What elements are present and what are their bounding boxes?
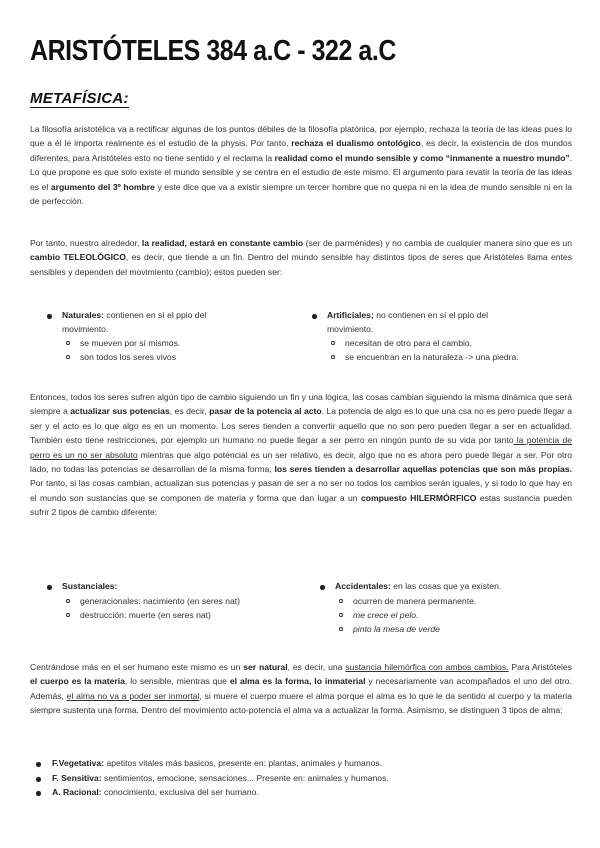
sub-item: son todos los seres vivos (80, 352, 177, 362)
bold-text: argumento del 3º hombre (50, 181, 155, 192)
bullet-icon (320, 585, 325, 590)
list-item-continuation: movimiento. (327, 324, 374, 334)
list-item-continuation: movimiento. (62, 324, 109, 334)
circle-bullet-icon (66, 613, 70, 617)
text: . Lo que propone es que solo existe el mundo sensible y se centra en el estudio de este mismo. El argumento para revatir la teoría de las ideas es el (30, 152, 573, 192)
text: (ser de parménides) y no cambia de cualquier manera sino que es un (303, 238, 572, 248)
sub-item: ocurren de manera permanente. (353, 596, 477, 606)
text: , es decir, la existencia de dos mundos diferentes, para Aristóteles esto no tiene sentido y el reclama la (30, 138, 572, 163)
section-heading-text: METAFÍSICA: (30, 90, 129, 107)
sub-item: se encuentran en la naturaleza -> una piedra. (345, 352, 519, 362)
bold-text: realidad como el mundo sensible y como “inmanente a nuestro mundo” (274, 152, 570, 163)
circle-bullet-icon (339, 613, 343, 617)
bullet-icon (47, 585, 52, 590)
sub-item: necesitan de otro para el cambio. (345, 338, 473, 348)
list-item-accidentales: Accidentales: en las cosas que ya existen. (335, 581, 502, 591)
paragraph-potency: Entonces, todos los seres sufren algún tipo de cambio siguiendo un fin y una lógica, las cosas cambian siguiendo la misma dinámica que será siempre a actualizar sus potencias, es decir, pasar de la potencia al acto. La potencia de algo es lo que una csa no es pero puede llegar a ser y el acto es lo que algo es en un momento. Los seres tienden a convertir aquello que no son pero pueden llegar a ser en actualidad. También esto tiene restricciones, por ejemplo un humano no puede llegar a ser perro en ningún punto de su vida por tanto la potencia de perro es un no ser absoluto mientras que algo potencial es un ser relativo, es decir, algo que no es ahora pero puede llegar a ser. Por otro lado, no todas las potencias se desarrollan de la misma forma, los seres tienden a desarrollar aquellas potencias que son más propias. Por tanto, si las cosas cambian, actualizan sus potencias y pasan de ser a no ser no todos los cambios serán iguales, y si todo lo que hay en el mundo son sustancias que se componen de materia y forma que dan lugar a un compuesto HILERMÓRFICO estas sustancia pueden sufrir 2 tipos de cambio diferente: (30, 392, 573, 518)
bold-text: la realidad, estará en constante cambio (141, 238, 304, 248)
sub-item: me crece el pelo. (353, 610, 419, 620)
bold-text: rechaza el dualismo ontológico (291, 138, 421, 149)
sub-item: pinto la mesa de verde (353, 624, 440, 634)
bullet-icon (312, 314, 317, 319)
circle-bullet-icon (331, 341, 335, 345)
circle-bullet-icon (66, 355, 70, 359)
section-heading (30, 90, 129, 108)
circle-bullet-icon (339, 599, 343, 603)
bullet-icon (47, 314, 52, 319)
text: Por tanto, nuestro alrededor, (30, 238, 142, 248)
bullet-icon (36, 777, 41, 782)
bullet-icon (36, 791, 41, 796)
circle-bullet-icon (66, 341, 70, 345)
list-item: A. Racional: conocimiento, exclusiva del ser humano. (52, 787, 259, 797)
paragraph-soul: Centrándose más en el ser humano este mismo es un ser natural, es decir, una sustancia hilemórfica con ambos cambios. Para Aristóteles el cuerpo es la materia, lo sensible, mientras que el alma es la forma, lo inmaterial y necesariamente van acompañados el uno del otro. Además, el alma no va a poder ser inmortal, si muere el cuerpo muere el alma porque el alma es lo que le da sentido al cuerpo y la materia siempre sustenta una forma. Dentro del movimiento acto-potencia el alma va a actualizar la forma. Asimismo, se distinguen 3 tipos de alma: (30, 662, 572, 716)
sub-item: destrucción: muerte (en seres nat) (80, 610, 211, 620)
circle-bullet-icon (66, 599, 70, 603)
list-item-artificiales: Artificiales; no contienen en sí el ppio del (327, 310, 489, 320)
text: , es decir, que tiende a un fin. Dentro del mundo sensible hay distintos tipos de seres que Aristóteles llama entes sensibles y dependen del movimiento (cambio); estos pueden ser: (30, 252, 572, 277)
list-item-sustanciales: Sustanciales: (62, 581, 118, 591)
bold-text: cambio TELEOLÓGICO (30, 252, 126, 263)
paragraph-change (30, 236, 572, 279)
circle-bullet-icon (339, 627, 343, 631)
list-item: F.Vegetativa: apetitos vitales más basicos, presente en: plantas, animales y humanos. (52, 758, 383, 768)
list-item-naturales: Naturales: contienen en sí el ppio del (62, 310, 207, 320)
page-title: ARISTÓTELES 384 a.C - 322 a.C (30, 35, 396, 67)
sub-item: se mueven por sí mismos. (80, 338, 181, 348)
bullet-icon (36, 762, 41, 767)
list-item: F. Sensitiva: sentimientos, emocione, sensaciones... Presente en: animales y humanos. (52, 773, 389, 783)
sub-item: generacionales: nacimiento (en seres nat) (80, 596, 241, 606)
text: y este dice que va a existir siempre un tercer hombre que no quepa ni en la idea de mundo sensible ni en la de perfección. (30, 181, 572, 207)
paragraph-intro (30, 122, 572, 208)
circle-bullet-icon (331, 355, 335, 359)
text: La filosofía aristotélica va a rectificar algunas de los puntos débiles de la filosofía platónica, por ejemplo, rechaza la teoría de las ideas pues lo que a él le importa realmente es el estudio de la physis. Por tanto, (30, 124, 572, 149)
